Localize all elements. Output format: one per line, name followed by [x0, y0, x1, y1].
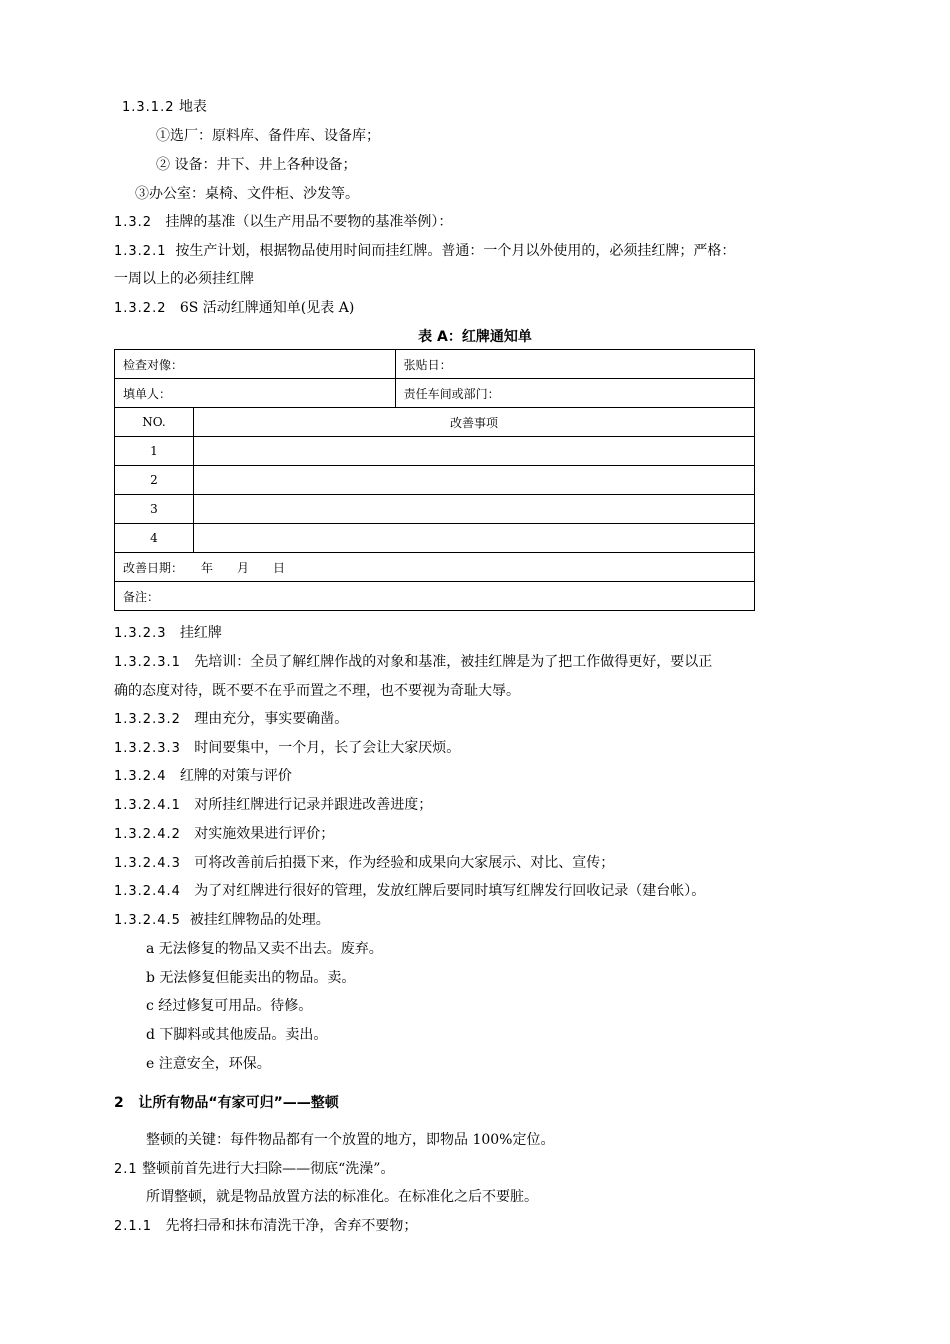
table-row	[115, 495, 755, 524]
section-text: 可将改善前后拍摄下来，作为经验和成果向大家展示、对比、宣传；	[194, 855, 615, 871]
heading-1-3-1-2	[122, 97, 207, 118]
section-text: 整顿前首先进行大扫除——彻底“洗澡”。	[142, 1161, 395, 1177]
section-number: 1.3.2.4	[114, 769, 167, 784]
section-text: 先培训：全员了解红牌作战的对象和基准，被挂红牌是为了把工作做得更好，要以正	[194, 654, 713, 670]
section-text: 对实施效果进行评价；	[194, 826, 335, 842]
paragraph-1-3-2-1	[114, 241, 735, 262]
filler-cell: 填单人：	[115, 379, 396, 408]
paragraph-1-3-2-4-5	[114, 910, 330, 931]
list-item-office: ③办公室：桌椅、文件柜、沙发等。	[135, 186, 359, 202]
paragraph-1-3-2-3-1	[114, 652, 712, 673]
section-number: 1.3.2.3	[114, 626, 167, 641]
red-tag-notice-table	[114, 349, 755, 611]
section-number: 1.3.2.3.3	[114, 741, 181, 756]
list-item-plant: ①选厂：原料库、备件库、设备库；	[156, 128, 380, 144]
section-number: 1.3.2	[114, 215, 153, 230]
section-text: 挂红牌	[179, 625, 222, 641]
section-text: 按生产计划，根据物品使用时间而挂红牌。普通：一个月以外使用的，必须挂红牌；严格：	[175, 243, 736, 259]
table-title: 表 A：红牌通知单	[418, 329, 532, 345]
section-text: 6S 活动红牌通知单(见表 A)	[179, 300, 355, 316]
table-row	[115, 379, 755, 408]
section-text: 时间要集中，一个月，长了会让大家厌烦。	[194, 740, 461, 756]
list-item-e: e 注意安全，环保。	[146, 1056, 271, 1072]
table-row	[115, 350, 755, 379]
paragraph-1-3-2-4-4	[114, 881, 705, 902]
item-cell	[193, 437, 754, 466]
section-number: 2	[114, 1095, 124, 1111]
paragraph-1-3-2-3-2	[114, 709, 348, 730]
dept-cell: 责任车间或部门：	[395, 379, 754, 408]
row-number: 4	[115, 524, 194, 553]
list-item-a: a 无法修复的物品又卖不出去。废弃。	[146, 941, 383, 957]
paragraph-1-3-2-3-3	[114, 738, 460, 759]
section-text: 地表	[178, 99, 207, 115]
section-text: 对所挂红牌进行记录并跟进改善进度；	[194, 797, 433, 813]
paragraph-2-1-1	[114, 1216, 417, 1237]
paragraph-1-3-2-4-3	[114, 853, 614, 874]
item-cell	[193, 495, 754, 524]
section-number: 1.3.2.1	[114, 244, 167, 259]
col-header-no: NO.	[115, 408, 194, 437]
row-number: 1	[115, 437, 194, 466]
section-number: 1.3.2.4.3	[114, 856, 181, 871]
post-date-cell: 张贴日：	[395, 350, 754, 379]
heading-2-1	[114, 1159, 394, 1180]
section-text: 挂牌的基准（以生产用品不要物的基准举例）：	[165, 214, 453, 230]
section-text: 让所有物品“有家可归”——整顿	[138, 1095, 339, 1111]
heading-1-3-2-4	[114, 766, 292, 787]
row-number: 2	[115, 466, 194, 495]
section-number: 1.3.2.3.1	[114, 655, 181, 670]
section-text: 红牌的对策与评价	[179, 768, 292, 784]
heading-1-3-2-2	[114, 298, 354, 319]
list-item-equipment: ② 设备：井下、井上各种设备；	[156, 157, 357, 173]
item-cell	[193, 524, 754, 553]
list-item-d: d 下脚料或其他废品。卖出。	[146, 1027, 328, 1043]
section-number: 2.1.1	[114, 1219, 153, 1234]
paragraph-continuation: 一周以上的必须挂红牌	[114, 271, 254, 287]
paragraph-1-3-2-4-1	[114, 795, 432, 816]
section-text: 为了对红牌进行很好的管理，发放红牌后要同时填写红牌发行回收记录（建台帐）。	[194, 883, 706, 899]
item-cell	[193, 466, 754, 495]
paragraph-1-3-2-4-2	[114, 824, 334, 845]
row-number: 3	[115, 495, 194, 524]
section-number: 1.3.2.3.2	[114, 712, 181, 727]
table-row	[115, 437, 755, 466]
paragraph-key: 整顿的关键：每件物品都有一个放置的地方，即物品 100%定位。	[146, 1132, 555, 1148]
section-number: 1.3.1.2	[122, 100, 175, 115]
section-number: 1.3.2.4.1	[114, 798, 181, 813]
check-target-cell: 检查对像：	[115, 350, 396, 379]
improve-date-cell: 改善日期： 年 月 日	[115, 553, 755, 582]
heading-1-3-2	[114, 212, 452, 233]
paragraph-continuation: 确的态度对待，既不要不在乎而置之不理，也不要视为奇耻大辱。	[114, 683, 520, 699]
remark-cell: 备注：	[115, 582, 755, 611]
table-row	[115, 524, 755, 553]
section-number: 1.3.2.4.5	[114, 913, 181, 928]
table-row	[115, 582, 755, 611]
section-text: 理由充分，事实要确凿。	[194, 711, 349, 727]
table-header-row	[115, 408, 755, 437]
section-text: 先将扫帚和抹布清洗干净，舍弃不要物；	[165, 1218, 418, 1234]
table-row	[115, 466, 755, 495]
section-number: 1.3.2.4.4	[114, 884, 181, 899]
heading-1-3-2-3	[114, 623, 222, 644]
section-text: 被挂红牌物品的处理。	[189, 912, 330, 928]
list-item-b: b 无法修复但能卖出的物品。卖。	[146, 970, 356, 986]
section-number: 2.1	[114, 1162, 138, 1177]
list-item-c: c 经过修复可用品。待修。	[146, 998, 313, 1014]
paragraph-definition: 所谓整顿，就是物品放置方法的标准化。在标准化之后不要脏。	[146, 1189, 538, 1205]
section-number: 1.3.2.2	[114, 301, 167, 316]
col-header-item: 改善事项	[193, 408, 754, 437]
heading-2	[114, 1093, 339, 1113]
section-number: 1.3.2.4.2	[114, 827, 181, 842]
table-row	[115, 553, 755, 582]
